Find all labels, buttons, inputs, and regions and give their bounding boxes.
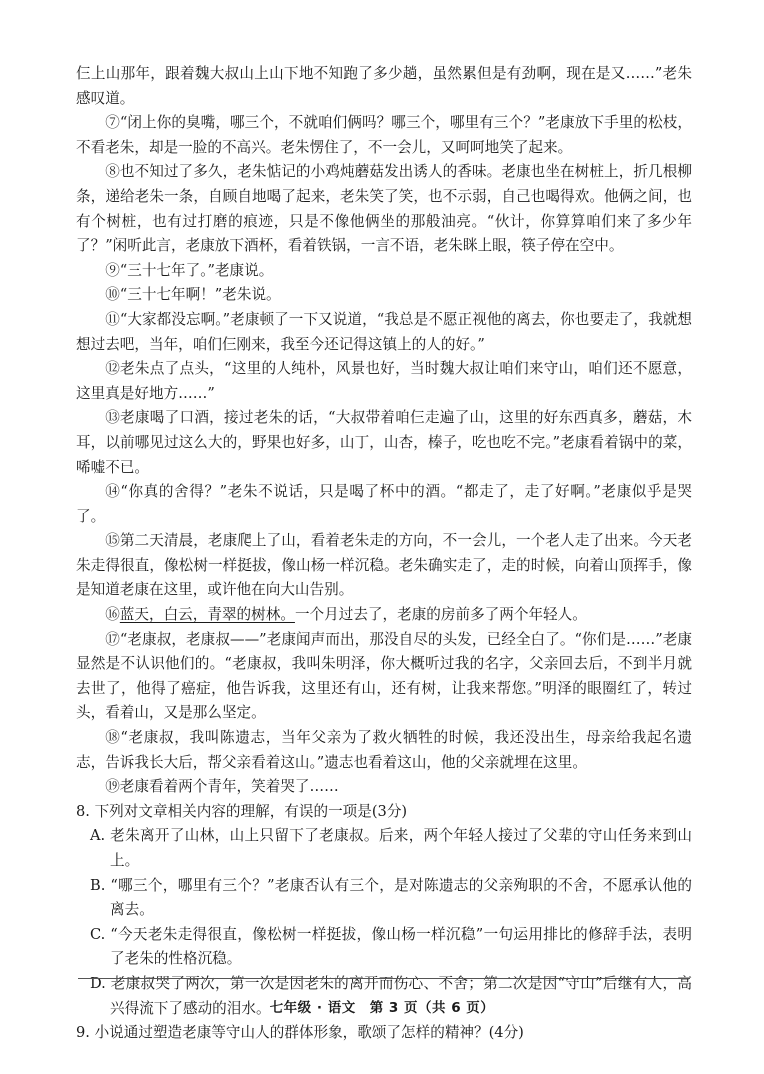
question-8-option-b: B. “哪三个，哪里有三个？”老康否认有三个，是对陈遗志的父亲殉职的不舍，不愿承认他的离去。	[90, 876, 692, 919]
question-9-stem: 9. 小说通过塑造老康等守山人的群体形象，歌颂了怎样的精神？(4分)	[76, 1024, 524, 1042]
question-8-option-d: D. 老康叔哭了两次，第一次是因老朱的离开而伤心、不舍；第二次是因“守山”后继有人，高兴得流下了感动的泪水。	[90, 974, 692, 1017]
paragraph-13: ⑬老康喝了口酒，接过老朱的话，“大叔带着咱仨走遍了山，这里的好东西真多，蘑菇，木耳，以前哪见过这么大的，野果也好多，山丁，山杏，榛子，吃也吃不完。”老康看着锅中的菜，唏嘘不已。	[76, 409, 692, 476]
paragraph-16-number: ⑯	[105, 606, 120, 624]
paragraph-12: ⑫老朱点了点头，“这里的人纯朴，风景也好，当时魏大叔让咱们来守山，咱们还不愿意，这里真是好地方……”	[76, 360, 692, 402]
question-8-stem: 8. 下列对文章相关内容的理解，有误的一项是(3分)	[76, 802, 408, 820]
paragraph-18: ⑱“老康叔，我叫陈遗志，当年父亲为了救火牺牲的时候，我还没出生，母亲给我起名遗志，告诉我长大后，帮父亲看着这山。”遗志也看着这山，他的父亲就埋在这里。	[76, 729, 692, 771]
paragraph-11: ⑪“大家都没忘啊。”老康顿了一下又说道，“我总是不愿正视他的离去，你也要走了，我就想想过去吧，当年，咱们仨刚来，我至今还记得这镇上的人的好。”	[76, 310, 692, 353]
paragraph-16-tail: 一个月过去了，老康的房前多了两个年轻人。	[294, 606, 587, 624]
reading-passage	[76, 62, 692, 1046]
question-8-option-c: C. “今天老朱走得很直，像松树一样挺拔，像山杨一样沉稳”一句运用排比的修辞手法，表明了老朱的性格沉稳。	[90, 925, 692, 968]
underlined-sentence: 蓝天，白云，青翠的树林。	[119, 606, 295, 624]
paragraph-7: ⑦“闭上你的臭嘴，哪三个，不就咱们俩吗？哪三个，哪里有三个？”老康放下手里的松枝，不看老朱，却是一脸的不高兴。老朱愣住了，不一会儿，又呵呵地笑了起来。	[76, 114, 692, 156]
paragraph-6-continued: 仨上山那年，跟着魏大叔山上山下地不知跑了多少趟，虽然累但是有劲啊，现在是又……”老朱感叹道。	[76, 65, 692, 107]
page-footer: 七年级 · 语文 第 3 页（共 6 页）	[269, 1000, 495, 1016]
footer-divider	[78, 978, 690, 979]
paragraph-9: ⑨“三十七年了。”老康说。	[105, 261, 274, 279]
paragraph-10: ⑩“三十七年啊！”老朱说。	[105, 286, 281, 304]
paragraph-19: ⑲老康看着两个青年，笑着哭了……	[105, 778, 339, 796]
paragraph-16	[76, 603, 692, 628]
paragraph-8: ⑧也不知过了多久，老朱惦记的小鸡炖蘑菇发出诱人的香味。老康也坐在树桩上，折几根柳条，递给老朱一条，自顾自地喝了起来，老朱笑了笑，也不示弱，自己也喝得欢。他俩之间，也有个树桩，也有过打磨的痕迹，只是不像他俩坐的那般油亮。“伙计，你算算咱们来了多少年了？”闲听此言，老康放下酒杯，看着铁锅，一言不语，老朱眯上眼，筷子停在空中。	[76, 163, 692, 255]
paragraph-15: ⑮第二天清晨，老康爬上了山，看着老朱走的方向，不一会儿，一个老人走了出来。今天老朱走得很直，像松树一样挺拔，像山杨一样沉稳。老朱确实走了，走的时候，向着山顶挥手，像是知道老康在这里，或许他在向大山告别。	[76, 532, 692, 599]
paragraph-14: ⑭“你真的舍得？”老朱不说话，只是喝了杯中的酒。“都走了，走了好啊。”老康似乎是哭了。	[76, 483, 692, 525]
paragraph-17: ⑰“老康叔，老康叔——”老康闻声而出，那没自尽的头发，已经全白了。“你们是……”老康显然是不认识他们的。“老康叔，我叫朱明泽，你大概听过我的名字，父亲回去后，不到半月就去世了，他得了癌症，他告诉我，这里还有山，还有树，让我来帮您。”明泽的眼圈红了，转过头，看着山，又是那么坚定。	[76, 630, 692, 722]
question-8-option-a: A. 老朱离开了山林，山上只留下了老康叔。后来，两个年轻人接过了父辈的守山任务来到山上。	[90, 827, 692, 869]
